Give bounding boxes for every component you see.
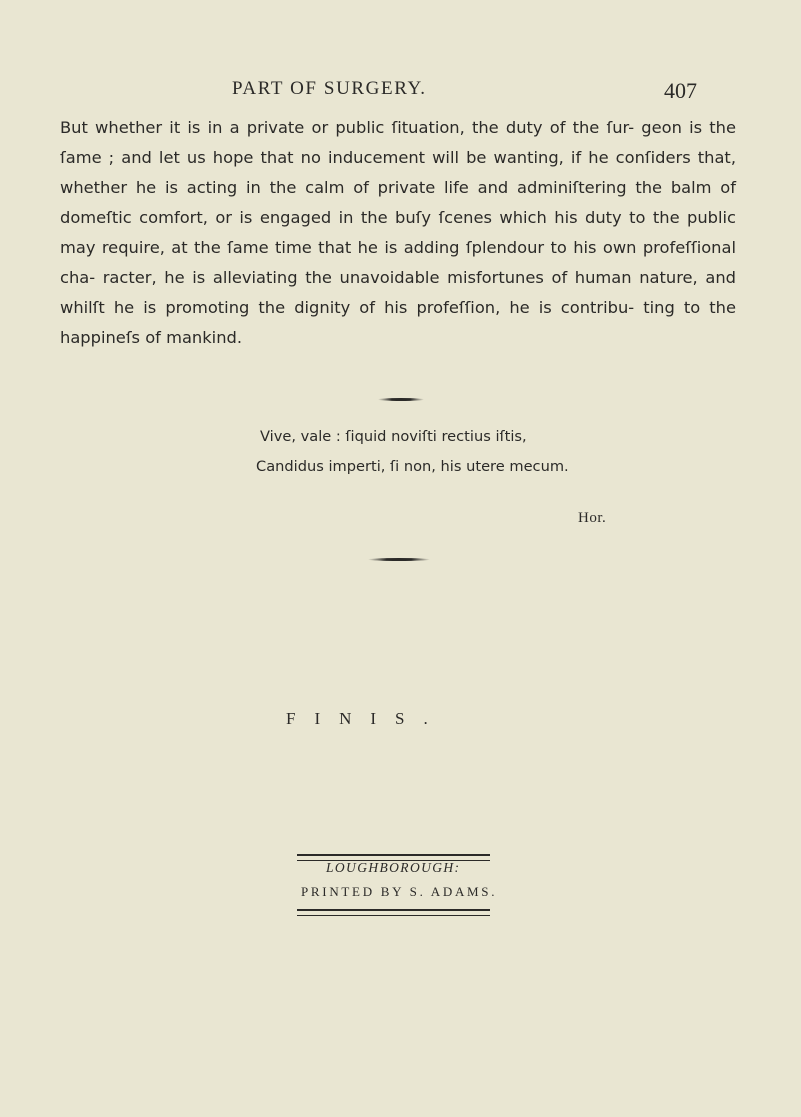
imprint-place: LOUGHBOROUGH: [326,860,461,875]
body-paragraph: But whether it is in a private or public ſituation, the duty of the ſur- geon is the ſame ; and let us hope that no inducement will be wanting, if he conſiders that, whether he is acting in the calm of private life and adminiſtering the balm of domeſtic comfort, or is engaged in the buſy ſcenes which his duty to the public may require, at the ſame time that he is adding ſplendour to his own profeſſional cha- racter, he is alleviating the unavoidable misfortunes of human nature, and whilſt he is promoting the dignity of his profeſſion, he is contribu- ting to the happineſs of mankind. [60,118,736,347]
ornament-divider [368,558,430,561]
imprint-rule-bottom [297,909,490,916]
page-number: 407 [664,78,697,103]
quote-line-2: Candidus imperti, ſi non, his utere mecum. [256,458,569,475]
latin-quotation [256,422,569,482]
imprint-printer: PRINTED BY S. ADAMS. [301,884,498,899]
running-title: PART OF SURGERY. [232,78,427,99]
running-head [0,78,801,106]
finis-heading: FINIS. [286,709,447,728]
quote-line-1: Vive, vale : ſiquid noviſti rectius iſtis, [260,428,527,445]
quote-attribution: Hor. [578,510,607,526]
ornament-divider [378,398,424,401]
